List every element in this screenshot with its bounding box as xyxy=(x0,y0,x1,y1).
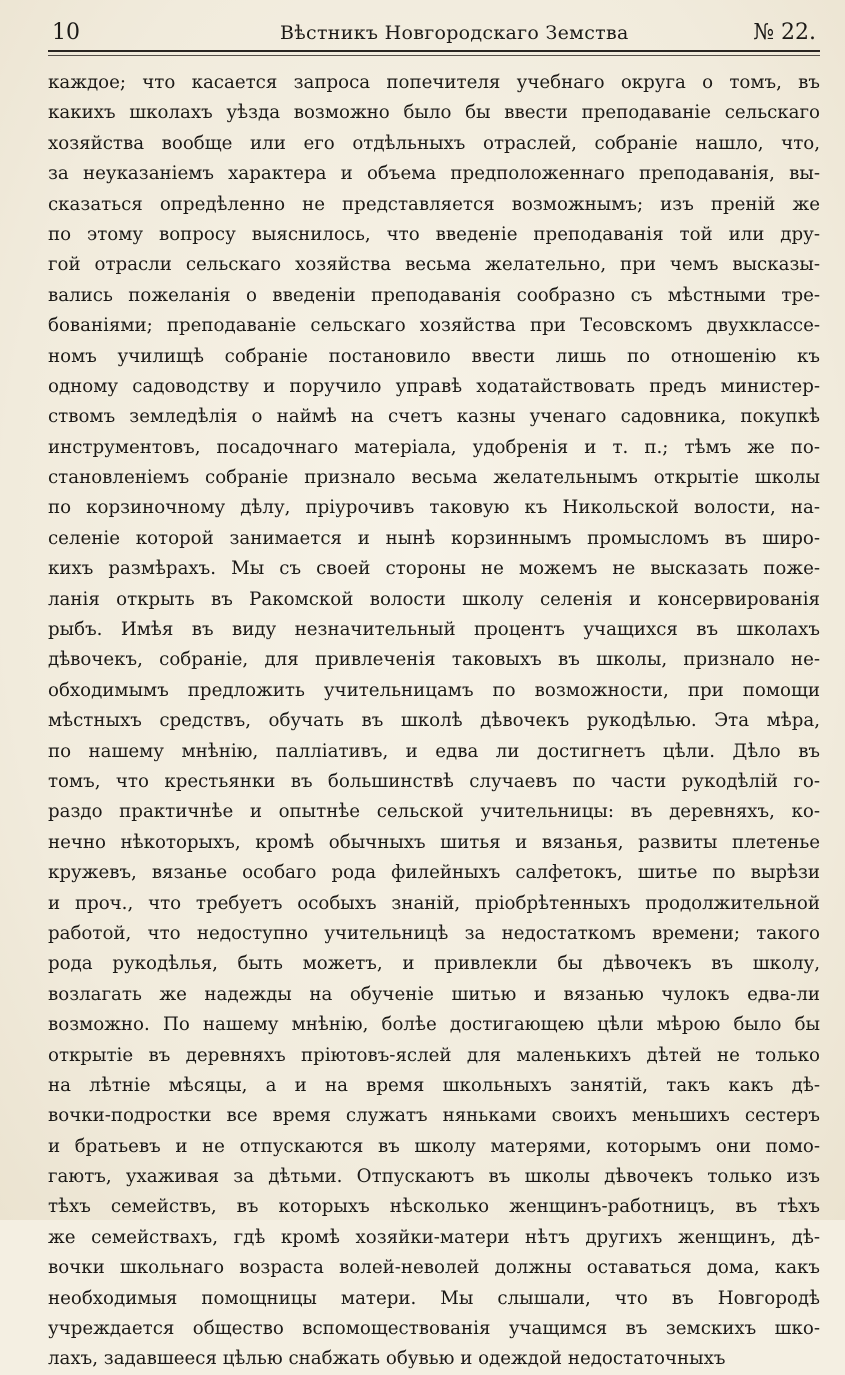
page-header xyxy=(48,20,818,50)
text-line: гой отрасли сельскаго хозяйства весьма желательно, при чемъ высказы- xyxy=(48,254,820,276)
text-line: раздо практичнѣе и опытнѣе сельской учительницы: въ деревняхъ, ко- xyxy=(48,801,820,823)
text-line: номъ училищѣ собранiе постановило ввести лишь по отношенiю къ xyxy=(48,345,820,367)
text-line: и братьевъ и не отпускаются въ школу матерями, которымъ они помо- xyxy=(48,1135,820,1157)
text-line: и проч., что требуетъ особыхъ знанiй, прiобрѣтенныхъ продолжительной xyxy=(48,892,820,914)
text-line: на лѣтнiе мѣсяцы, а и на время школьныхъ занятiй, такъ какъ дѣ- xyxy=(48,1074,820,1096)
text-line: по этому вопросу выяснилось, что введенiе преподаванiя той или дру- xyxy=(48,223,820,245)
text-line: кихъ размѣрахъ. Мы съ своей стороны не можемъ не высказать поже- xyxy=(48,558,820,580)
text-line: бованiями; преподаванiе сельскаго хозяйства при Тесовскомъ двухклассе- xyxy=(48,315,820,337)
text-line: рыбъ. Имѣя въ виду незначительный процентъ учащихся въ школахъ xyxy=(48,619,820,641)
text-line: вочки-подростки все время служатъ няньками своихъ меньшихъ сестеръ xyxy=(48,1105,820,1127)
text-line: становленiемъ собранiе признало весьма желательнымъ открытiе школы xyxy=(48,467,820,489)
text-line: одному садоводству и поручило управѣ ходатайствовать предъ министер- xyxy=(48,375,820,397)
text-line: необходимыя помощницы матери. Мы слышали, что въ Новгородѣ xyxy=(48,1287,820,1309)
text-line: рода рукодѣлья, быть можетъ, и привлекли бы дѣвочекъ въ школу, xyxy=(48,953,820,975)
text-line: работой, что недоступно учительницѣ за недостаткомъ времени; такого xyxy=(48,922,820,944)
text-line: по корзиночному дѣлу, прiурочивъ таковую къ Никольской волости, на- xyxy=(48,497,820,519)
text-line: нечно нѣкоторыхъ, кромѣ обычныхъ шитья и вязанья, развиты плетенье xyxy=(48,831,820,853)
text-line: каждое; что касается запроса попечителя учебнаго округа о томъ, въ xyxy=(48,72,820,93)
text-line: тѣхъ семействъ, въ которыхъ нѣсколько женщинъ-работницъ, въ тѣхъ xyxy=(48,1196,820,1218)
issue-number: № 22. xyxy=(753,20,816,45)
page-number: 10 xyxy=(52,20,80,45)
text-line: хозяйства вообще или его отдѣльныхъ отраслей, собранiе нашло, что, xyxy=(48,132,820,154)
header-rule-thick xyxy=(48,50,820,52)
text-line: лахъ, задавшееся цѣлью снабжать обувью и одеждой недостаточныхъ xyxy=(48,1348,726,1370)
text-line: возможно. По нашему мнѣнiю, болѣе достигающею цѣли мѣрою было бы xyxy=(48,1014,820,1036)
text-line: селенiе которой занимается и нынѣ корзиннымъ промысломъ въ широ- xyxy=(48,527,820,549)
text-line: мѣстныхъ средствъ, обучать въ школѣ дѣвочекъ рукодѣлью. Эта мѣра, xyxy=(48,710,820,732)
text-line: какихъ школахъ уѣзда возможно было бы ввести преподаванiе сельскаго xyxy=(48,102,820,124)
text-line: инструментовъ, посадочнаго матерiала, удобренiя и т. п.; тѣмъ же по- xyxy=(48,436,820,458)
text-line: гаютъ, ухаживая за дѣтьми. Отпускаютъ въ школы дѣвочекъ только изъ xyxy=(48,1166,820,1188)
text-line: кружевъ, вязанье особаго рода филейныхъ салфетокъ, шитье по вырѣзи xyxy=(48,862,820,884)
text-line: ствомъ земледѣлiя о наймѣ на счетъ казны ученаго садовника, покупкѣ xyxy=(48,406,820,428)
text-line: томъ, что крестьянки въ большинствѣ случаевъ по части рукодѣлiй го- xyxy=(48,770,820,792)
header-rule-thin xyxy=(48,55,820,56)
text-line: обходимымъ предложить учительницамъ по возможности, при помощи xyxy=(48,679,820,701)
text-line: же семействахъ, гдѣ кромѣ хозяйки-матери нѣтъ другихъ женщинъ, дѣ- xyxy=(48,1226,820,1248)
text-line: возлагать же надежды на обученiе шитью и вязанью чулокъ едва-ли xyxy=(48,983,820,1005)
journal-title: Вѣстникъ Новгородскаго Земства xyxy=(280,22,629,44)
text-line: вались пожеланiя о введенiи преподаванiя сообразно съ мѣстными тре- xyxy=(48,284,820,306)
text-line: дѣвочекъ, собранiе, для привлеченiя таковыхъ въ школы, признало не- xyxy=(48,649,820,671)
text-line: сказаться опредѣленно не представляется возможнымъ; изъ пренiй же xyxy=(48,193,820,215)
text-line: вочки школьнаго возраста волей-неволей должны оставаться дома, какъ xyxy=(48,1257,820,1279)
body-text xyxy=(48,68,820,1375)
text-line: ланiя открыть въ Ракомской волости школу селенiя и консервированiя xyxy=(48,588,820,610)
text-line: по нашему мнѣнiю, паллiативъ, и едва ли достигнетъ цѣли. Дѣло въ xyxy=(48,740,820,762)
text-line: за неуказанiемъ характера и объема предположеннаго преподаванiя, вы- xyxy=(48,163,820,185)
text-line: открытiе въ деревняхъ прiютовъ-яслей для маленькихъ дѣтей не только xyxy=(48,1044,820,1066)
text-line: учреждается общество вспомоществованiя учащимся въ земскихъ шко- xyxy=(48,1318,820,1340)
